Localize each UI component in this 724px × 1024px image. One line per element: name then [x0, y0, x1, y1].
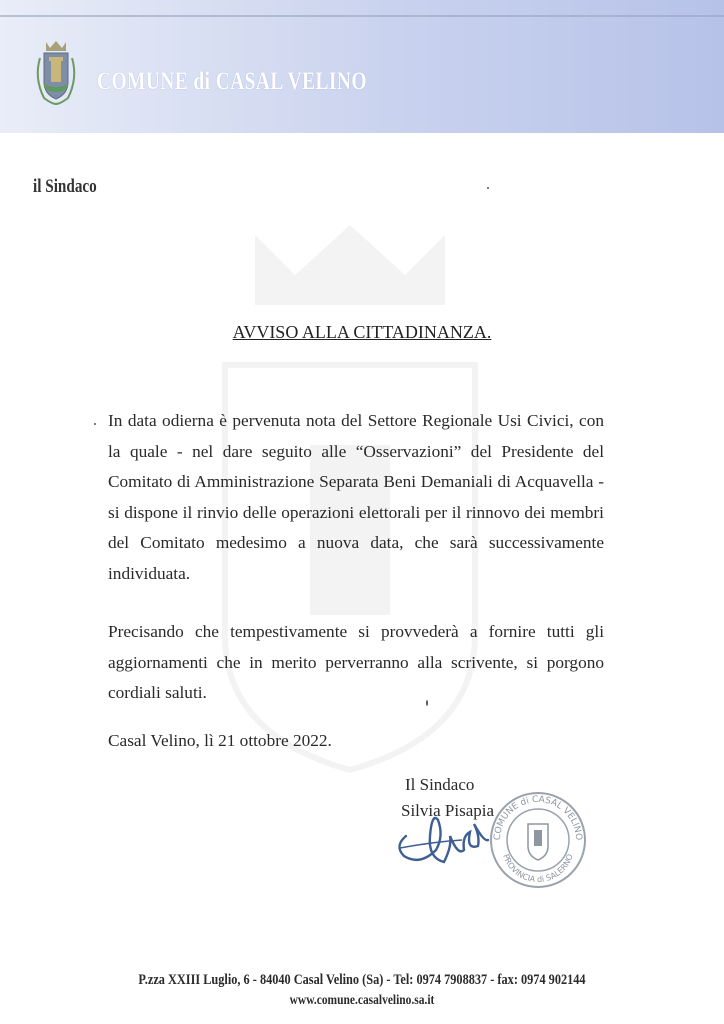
place-date: Casal Velino, lì 21 ottobre 2022. — [108, 731, 332, 750]
stamp-bottom-text: PROVINCIA di SALERNO — [501, 852, 575, 885]
coat-of-arms-icon — [30, 38, 82, 108]
signer-title: Il Sindaco — [405, 775, 475, 794]
official-stamp — [488, 790, 588, 890]
scan-speck — [487, 187, 489, 189]
signer-name: Silvia Pisapia — [401, 801, 495, 820]
scan-line — [0, 15, 724, 17]
handwritten-signature — [392, 806, 502, 876]
letterhead-band — [0, 0, 724, 133]
footer-website: www.comune.casalvelino.sa.it — [289, 993, 435, 1008]
notice-paragraph-1: In data odierna è pervenuta nota del Settore Regionale Usi Civici, con la quale - nel dare seguito alle “Osservazioni” del Presidente del Comitato di Amministrazione Separata Beni Demaniali di Acquavella - si dispone il rinvio delle operazioni elettorali per il rinnovo dei membri del Comitato medesimo a nuova data, che sarà successivamente individuata. — [108, 411, 604, 583]
notice-paragraph-2: Precisando che tempestivamente si provvederà a fornire tutti gli aggiornamenti che in merito perverranno alla scrivente, si porgono cordiali saluti. — [108, 622, 604, 703]
office-label: il Sindaco — [33, 176, 97, 197]
notice-title: AVVISO ALLA CITTADINANZA. — [232, 322, 492, 342]
scan-speck — [94, 423, 96, 425]
stamp-top-text: COMUNE di CASAL VELINO — [492, 794, 584, 841]
scan-speck — [426, 700, 428, 706]
footer-address: P.zza XXIII Luglio, 6 - 84040 Casal Velino (Sa) - Tel: 0974 7908837 - fax: 0974 902144 — [138, 972, 586, 988]
municipality-name: COMUNE di CASAL VELINO — [97, 68, 367, 95]
